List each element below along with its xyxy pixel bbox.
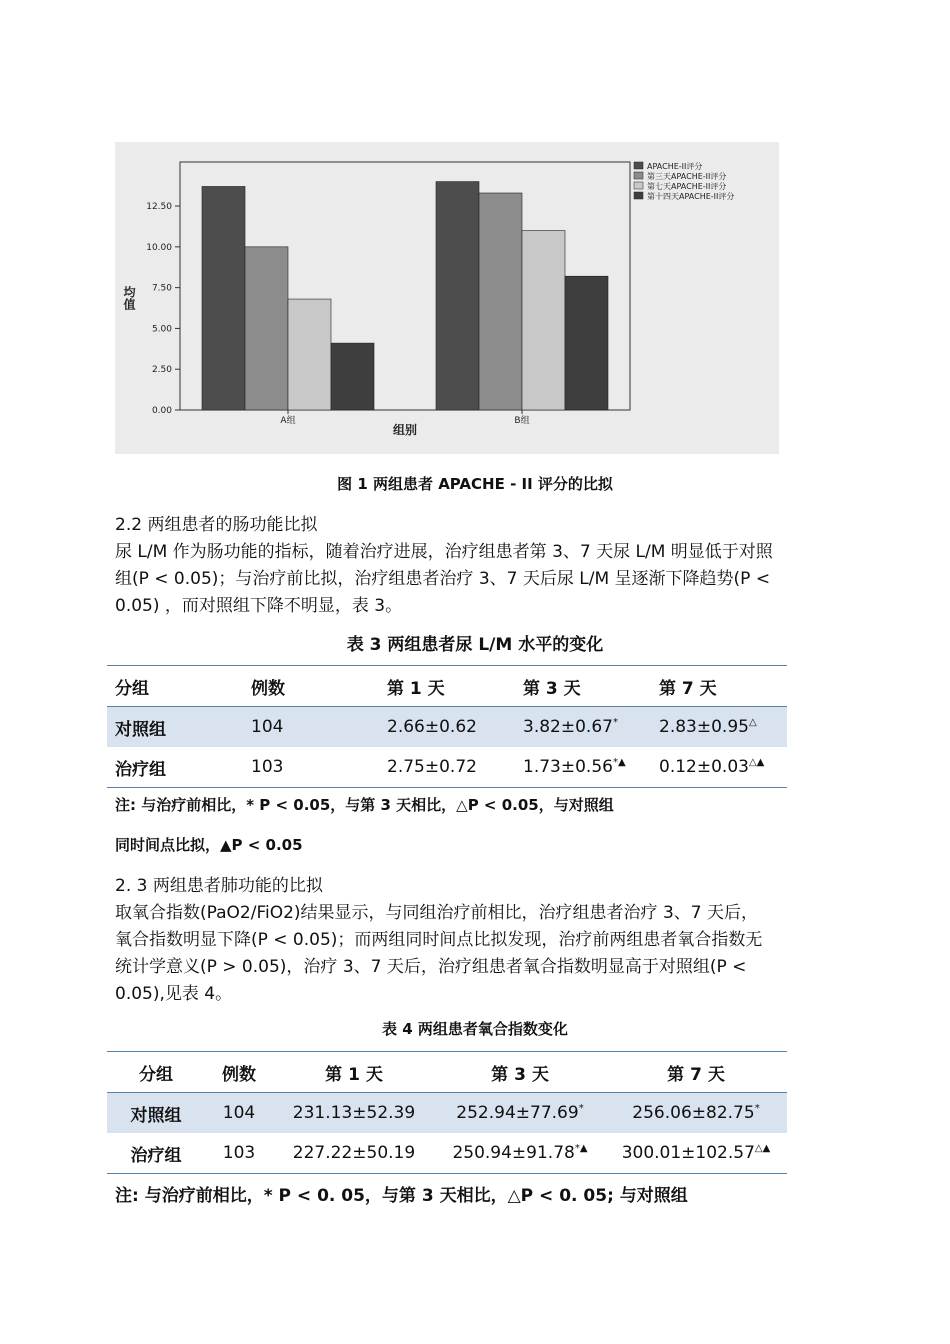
col-header: 第 1 天 [325,1064,383,1085]
y-tick-label: 10.00 [146,242,172,253]
day7-cell [651,707,787,748]
table-header-row [107,666,787,707]
sig-mark: *▲ [574,1143,588,1154]
legend-label: APACHE-II评分 [647,162,703,171]
col-header: 分组 [115,678,149,699]
x-category-label: B组 [514,416,530,426]
count-cell: 103 [222,1143,256,1163]
paragraph-line: 尿 L/M 作为肠功能的指标，随着治疗进展，治疗组患者第 3、7 天尿 L/M 明显低于对照 [115,542,773,562]
col-header: 例数 [251,678,285,699]
sig-mark: * [612,717,618,728]
col-header: 第 3 天 [491,1064,549,1085]
paragraph-line: 0.05) ，而对照组下降不明显，表 3。 [115,596,403,616]
count-cell: 104 [222,1103,256,1123]
section-heading: 2.2 两组患者的肠功能比拟 [115,515,318,535]
section-2-2 [115,512,855,620]
col-header: 分组 [139,1064,173,1085]
y-tick-label: 12.50 [146,202,172,213]
paragraph-line: 统计学意义(P > 0.05)，治疗 3、7 天后，治疗组患者氧合指数明显高于对照组(P < [115,957,747,977]
table4 [107,1051,787,1174]
group-cell: 治疗组 [130,1145,182,1166]
bar [479,193,522,410]
legend-label: 第三天APACHE-II评分 [647,172,727,181]
sig-mark: * [578,1103,584,1114]
count-cell: 103 [251,757,284,777]
day3-cell [435,1093,605,1134]
day3-cell [515,707,651,748]
day7-value: 2.83±0.95 [659,717,749,737]
table-row [107,1093,787,1134]
day7-value: 0.12±0.03 [659,757,749,777]
section-heading: 2. 3 两组患者肺功能的比拟 [115,876,323,896]
col-header: 第 3 天 [523,678,581,699]
bar [565,276,608,410]
day1-cell: 2.75±0.72 [387,757,477,777]
paragraph-line: 氧合指数明显下降(P < 0.05)；而两组同时间点比拟发现，治疗前两组患者氧合指数无 [115,930,763,950]
day1-cell: 2.66±0.62 [387,717,477,737]
figure-caption: 图 1 两组患者 APACHE - II 评分的比拟 [337,475,613,493]
table4-title: 表 4 两组患者氧合指数变化 [382,1020,568,1038]
section-2-3 [115,873,855,1008]
paragraph-line: 组(P < 0.05)；与治疗前比拟，治疗组患者治疗 3、7 天后尿 L/M 呈逐渐下降趋势(P < [115,569,771,589]
day7-value: 300.01±102.57 [621,1143,755,1163]
table-row [107,1133,787,1174]
x-axis-label: 组别 [392,423,418,437]
day1-cell: 231.13±52.39 [292,1103,416,1123]
day7-cell [605,1093,787,1134]
bar [245,247,288,410]
legend-label: 第十四天APACHE-II评分 [647,192,735,201]
paragraph-line: 0.05),见表 4。 [115,984,233,1004]
day1-cell: 227.22±50.19 [292,1143,416,1163]
x-category-label: A组 [280,416,296,426]
day7-cell [605,1133,787,1174]
col-header: 第 7 天 [659,678,717,699]
sig-mark: △▲ [748,757,765,768]
day7-value: 256.06±82.75 [632,1103,755,1123]
day3-value: 3.82±0.67 [523,717,613,737]
legend-label: 第七天APACHE-II评分 [647,182,727,191]
table3-note-line1: 注: 与治疗前相比，* P < 0.05，与第 3 天相比，△P < 0.05，与对照组 [115,796,614,814]
y-tick-label: 2.50 [151,365,172,376]
table4-note-line1: 注: 与治疗前相比，* P < 0. 05，与第 3 天相比，△P < 0. 05; 与对照组 [115,1186,688,1206]
legend-swatch [634,182,643,189]
paragraph-line: 取氧合指数(PaO2/FiO2)结果显示，与同组治疗前相比，治疗组患者治疗 3、7 天后， [115,903,758,923]
col-header: 第 1 天 [387,678,445,699]
col-header: 例数 [222,1064,256,1085]
sig-mark: △▲ [754,1143,771,1154]
table3-note-line2: 同时间点比拟，▲P < 0.05 [115,836,303,854]
chart-svg [115,142,779,454]
sig-mark: *▲ [612,757,626,768]
y-tick-label: 7.50 [151,283,172,294]
day3-cell [435,1133,605,1174]
table3-title: 表 3 两组患者尿 L/M 水平的变化 [346,635,604,655]
group-cell: 对照组 [130,1105,182,1126]
bar [331,343,374,410]
legend-swatch [634,162,643,169]
y-tick-label: 5.00 [151,324,172,335]
table-row [107,707,787,748]
bar [522,231,565,410]
bar [436,182,479,410]
table-row [107,747,787,788]
legend-swatch [634,192,643,199]
day3-cell [515,747,651,788]
day3-value: 252.94±77.69 [456,1103,579,1123]
day7-cell [651,747,787,788]
y-axis-label: 均值 [122,286,136,310]
group-cell: 对照组 [115,719,166,740]
legend [634,161,734,201]
day3-value: 1.73±0.56 [523,757,613,777]
bar [202,186,245,410]
sig-mark: * [754,1103,760,1114]
sig-mark: △ [748,717,757,728]
table3 [107,665,787,788]
group-cell: 治疗组 [115,759,166,780]
day3-value: 250.94±91.78 [452,1143,575,1163]
count-cell: 104 [251,717,284,737]
legend-swatch [634,172,643,179]
bar [288,299,331,410]
table-header-row [107,1052,787,1093]
y-tick-label: 0.00 [151,406,172,416]
col-header: 第 7 天 [667,1064,725,1085]
y-axis-ticks [146,202,180,416]
bar-chart-figure [115,142,779,454]
